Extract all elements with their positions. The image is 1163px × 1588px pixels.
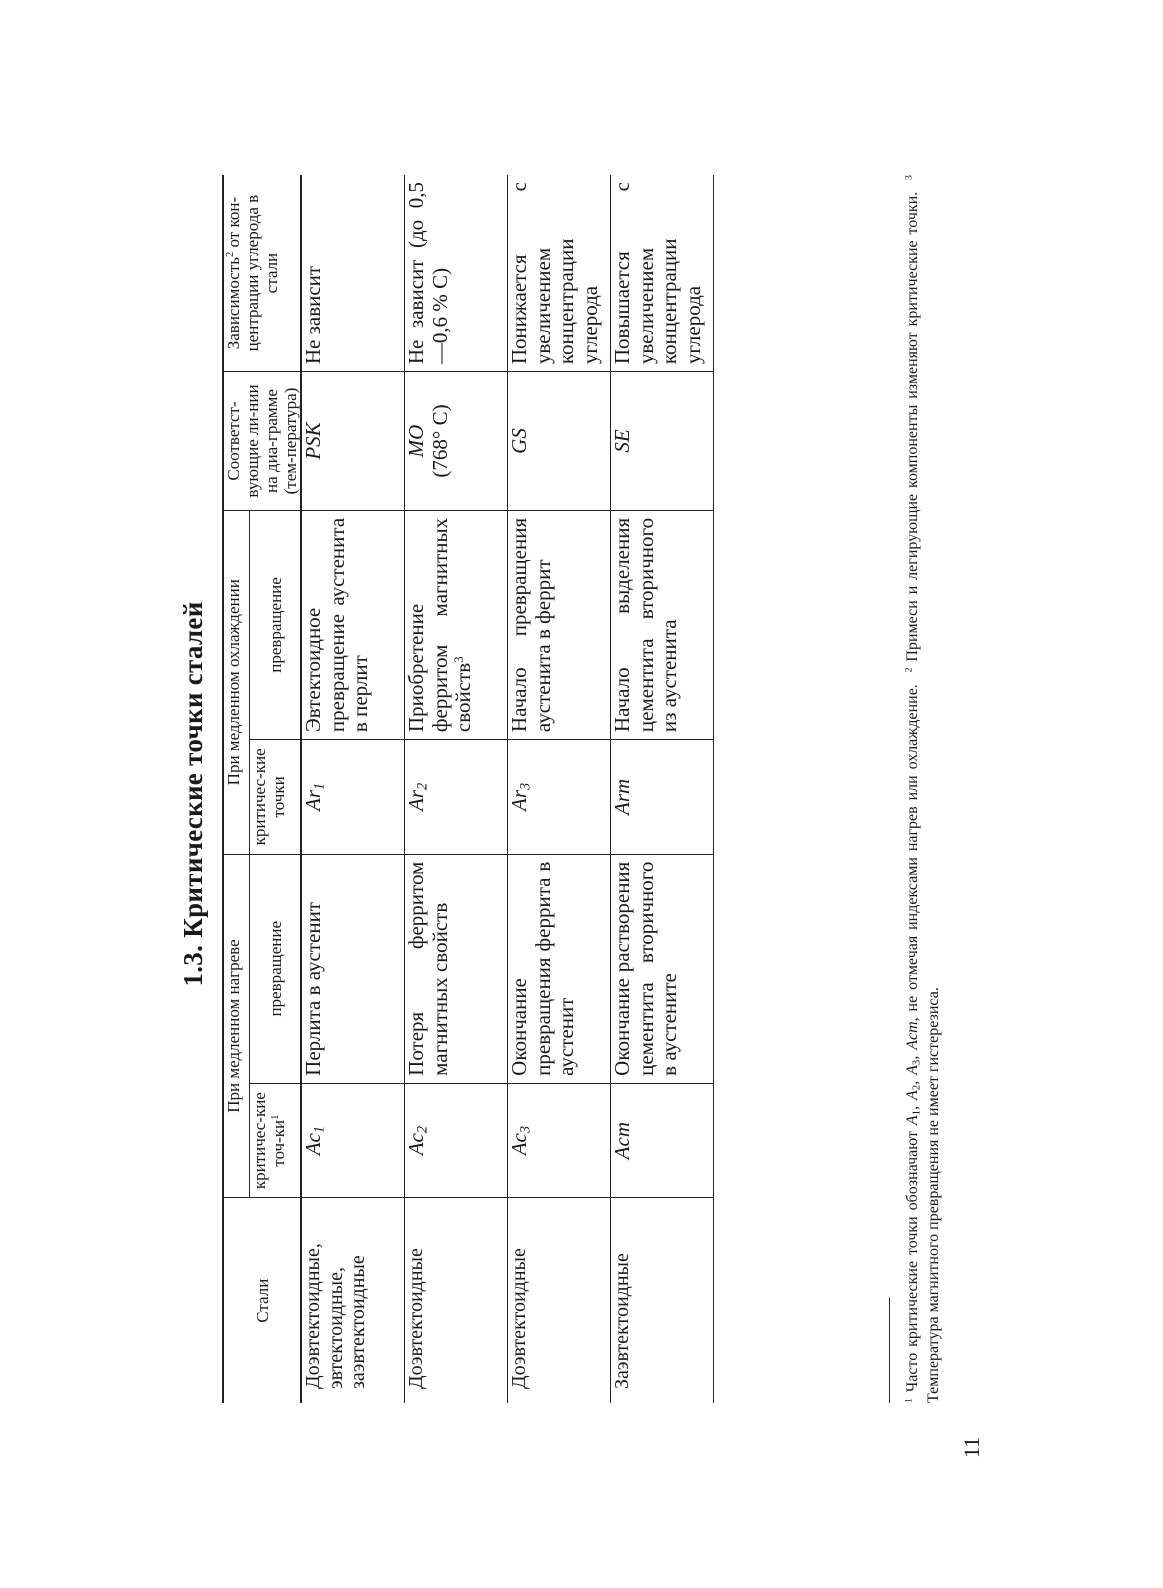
table-title: 1.3. Критические точки сталей [178, 601, 208, 987]
cool-transform-cell: Приобретение ферритом магнитных свойств$^3$ [405, 510, 508, 739]
cool-transform-cell: Начало превращения аустенита в феррит [508, 510, 611, 739]
heat-transform-cell: Потеря ферритом магнитных свойств [405, 854, 508, 1083]
page-number: 11 [959, 1436, 984, 1458]
header-cool-points: критичес-кие точки [250, 740, 301, 855]
heat-point-cell: Ac1 [301, 1083, 405, 1198]
cool-transform-cell: Начало выделения цементита вторичного из аустенита [611, 510, 714, 739]
line-cell: GS [508, 372, 611, 511]
heat-transform-cell: Окончание растворения цементита вторичного в аустените [611, 854, 714, 1083]
line-cell: SE [611, 372, 714, 511]
cool-point-cell: Ar3 [508, 740, 611, 855]
dependence-cell: Не зависит (до 0,5—0,6 % С) [405, 175, 508, 372]
header-heating-group: При медленном нагреве [223, 854, 250, 1198]
table-row [611, 175, 714, 1403]
footnotes: $^1$ Часто критические точки обозначают A1, A2, A3, Acm, не отмечая индексами нагрев или охлаждение. $^2$ Примеси и легирующие компоненты изменяют критические точки. $^3$ Температура магнитного превращения не имеет гистерезиса. [903, 175, 943, 1403]
steel-cell: Заэвтектоидные [611, 1198, 714, 1403]
table-row [301, 175, 405, 1403]
dependence-cell: Понижается с увеличением концентрации углерода [508, 175, 611, 372]
header-dependence: Зависимость$^2$ от кон-центрации углерода в стали [223, 175, 301, 372]
steel-cell: Доэвтектоидные [405, 1198, 508, 1403]
header-lines: Соответст-вующие ли-нии на диа-грамме (тем-пература) [223, 372, 301, 511]
heat-point-cell: Ac3 [508, 1083, 611, 1198]
cool-point-cell: Ar2 [405, 740, 508, 855]
steel-cell: Доэвтектоидные, эвтектоидные, заэвтектоидные [301, 1198, 405, 1403]
header-cooling-group: При медленном охлаждении [223, 510, 250, 854]
header-cool-transform: превращение [250, 510, 301, 739]
heat-point-cell: Ac2 [405, 1083, 508, 1198]
cool-point-cell: Ar1 [301, 740, 405, 855]
table-row [508, 175, 611, 1403]
footnote-rule [889, 1298, 890, 1403]
dependence-cell: Не зависит [301, 175, 405, 372]
cool-point-cell: Arm [611, 740, 714, 855]
critical-points-table [222, 175, 714, 1403]
table-row [405, 175, 508, 1403]
heat-transform-cell: Перлита в аустенит [301, 854, 405, 1083]
header-steels: Стали [223, 1198, 301, 1403]
heat-transform-cell: Окончание превращения феррита в аустенит [508, 854, 611, 1083]
cool-transform-cell: Эвтектоидное превращение аустенита в перлит [301, 510, 405, 739]
header-heat-points: критичес-кие точ-$ки^1$ [250, 1083, 301, 1198]
line-cell: MO (768° С) [405, 372, 508, 511]
steel-cell: Доэвтектоидные [508, 1198, 611, 1403]
header-heat-transform: превращение [250, 854, 301, 1083]
heat-point-cell: Acm [611, 1083, 714, 1198]
dependence-cell: Повышается с увеличением концентрации углерода [611, 175, 714, 372]
line-cell: PSK [301, 372, 405, 511]
